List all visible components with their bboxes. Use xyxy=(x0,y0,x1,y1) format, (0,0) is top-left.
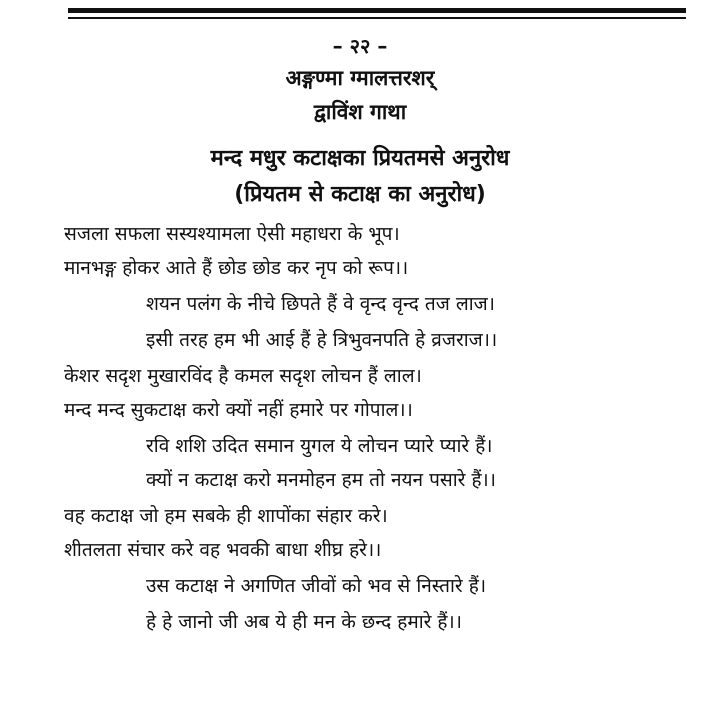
verse-line: मन्द मन्द सुकटाक्ष करो क्यों नहीं हमारे पर गोपाल।। xyxy=(64,399,413,421)
heading-sanskrit: अङ्गण्मा ग्मालत्तरशर् xyxy=(285,66,435,90)
top-rule-thick xyxy=(68,8,686,13)
verse-line: क्यों न कटाक्ष करो मनमोहन हम तो नयन पसारे हैं।। xyxy=(146,469,496,491)
verse-line: रवि शशि उदित समान युगल ये लोचन प्यारे प्यारे हैं। xyxy=(146,435,493,457)
verse-line: शीतलता संचार करे वह भवकी बाधा शीघ्र हरे।। xyxy=(64,539,382,561)
verse-line: उस कटाक्ष ने अगणित जीवों को भव से निस्तारे हैं। xyxy=(146,575,487,597)
verse-line: सजला सफला सस्यश्यामला ऐसी महाधरा के भूप। xyxy=(64,223,400,245)
verse-line: वह कटाक्ष जो हम सबके ही शापोंका संहार करे। xyxy=(64,505,388,527)
top-rule-thin xyxy=(68,17,686,19)
verse-line: मानभङ्ग होकर आते हैं छोड छोड कर नृप को रूप।। xyxy=(64,257,409,279)
section-subtitle: (प्रियतम से कटाक्ष का अनुरोध) xyxy=(234,182,486,207)
verse-line: हे हे जानो जी अब ये ही मन के छन्द हमारे हैं।। xyxy=(146,611,462,633)
page-number: – २२ – xyxy=(332,34,388,58)
verse-line: इसी तरह हम भी आई हैं हे त्रिभुवनपति हे व्रजराज।। xyxy=(146,329,498,351)
verse-line: शयन पलंग के नीचे छिपते हैं वे वृन्द वृन्द तज लाज। xyxy=(146,293,495,315)
heading-gatha: द्वाविंश गाथा xyxy=(313,100,407,124)
section-title: मन्द मधुर कटाक्षका प्रियतमसे अनुरोध xyxy=(210,146,510,171)
verse-line: केशर सदृश मुखारविंद है कमल सदृश लोचन हैं लाल। xyxy=(64,365,422,387)
